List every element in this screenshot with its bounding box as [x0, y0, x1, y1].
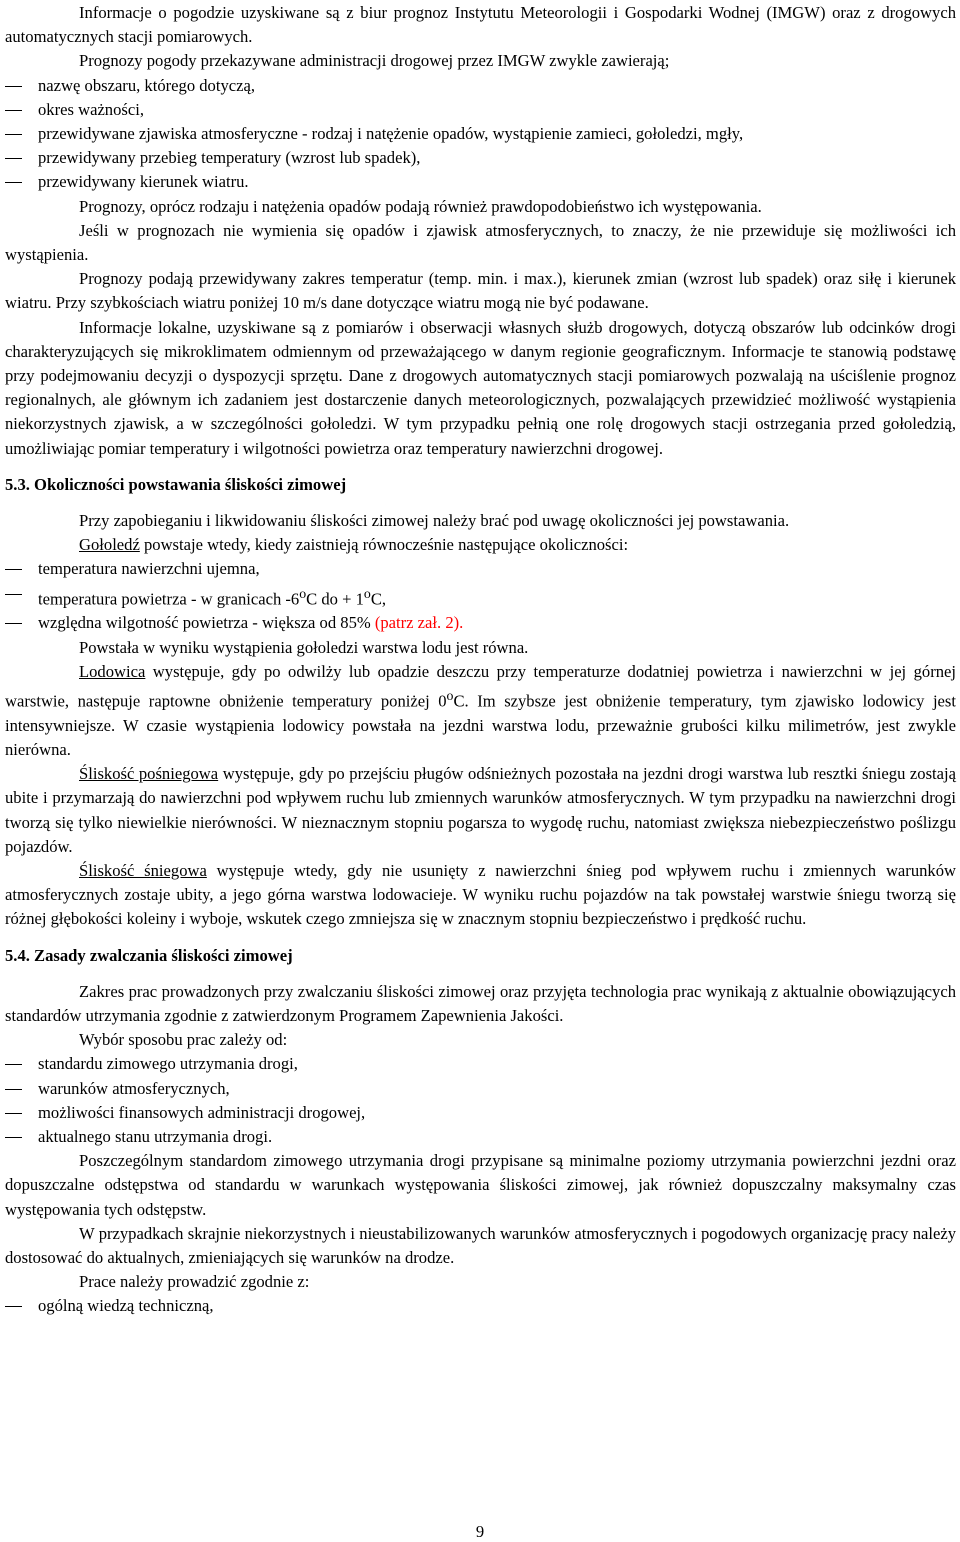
- list-item: aktualnego stanu utrzymania drogi.: [5, 1125, 956, 1149]
- paragraph-weather-sources: Informacje o pogodzie uzyskiwane są z biur prognoz Instytutu Meteorologii i Gospodarki Wodnej (IMGW) oraz z drogowych automatycznych stacji pomiarowych.: [5, 3, 956, 47]
- paragraph-sliskosc-sniegowa: Śliskość śniegowa występuje wtedy, gdy nie usunięty z nawierzchni śnieg pod wpływem ruchu i zmiennych warunków atmosferycznych zostaje ubity, a jego górna warstwa lodowacieje. W wyniku ruchu pojazdów na tak powstałej warstwie śniegu tworzą się różnej głębokości koleiny i wyboje, wskutek czego zmniejsza się w znacznym stopniu bezpieczeństwo i prędkość ruchu.: [5, 860, 956, 929]
- paragraph-lodowica: Lodowica występuje, gdy po odwilży lub opadzie deszczu przy temperaturze dodatniej powietrza i nawierzchni w jej górnej warstwie, następuje raptowne obniżenie temperatury poniżej 0$^o$C. Im szybsze jest obniżenie temperatury, tym zjawisko lodowicy jest intensywniejsze. W czasie wystąpienia lodowicy powstała na jezdni warstwa lodu, przeważnie grubości kilku milimetrów, jest zwykle nierówna.: [5, 661, 956, 759]
- term-lodowica: Lodowica: [79, 661, 146, 681]
- paragraph-work-conduct: Prace należy prowadzić zgodnie z:: [79, 1272, 310, 1292]
- list-item: warunków atmosferycznych,: [5, 1077, 956, 1101]
- list-item: temperatura nawierzchni ujemna,: [5, 557, 956, 581]
- paragraph-prevention-intro: Przy zapobieganiu i likwidowaniu śliskości zimowej należy brać pod uwagę okoliczności jej powstawania.: [79, 511, 790, 531]
- paragraph-method-choice: Wybór sposobu prac zależy od:: [79, 1030, 288, 1050]
- paragraph-local-information: Informacje lokalne, uzyskiwane są z pomiarów i obserwacji własnych służb drogowych, dotyczą obszarów lub odcinków drogi charakteryzujących się mikroklimatem odmiennym od przeważającego w danym regionie geograficznym. Informacje te stanowią podstawę przy podejmowaniu decyzji o dyspozycji sprzętu. Dane z drogowych automatycznych stacji pomiarowych pozwalają na uściślenie prognoz regionalnych, ale głównym ich zadaniem jest dostarczenie danych meteorologicznych, pozwalających przewidzieć możliwość wystąpienia niekorzystnych zjawisk, a w szczególności gołoledzi. W tym przypadku pełnią one rolę drogowych stacji ostrzegania przed gołoledzią, umożliwiając pomiar temperatury i wilgotności powietrza oraz temperatury nawierzchni drogowej.: [5, 317, 956, 458]
- paragraph-extreme-conditions: W przypadkach skrajnie niekorzystnych i nieustabilizowanych warunków atmosferycznych i pogodowych organizację pracy należy dostosować do aktualnych, zmieniających się warunków na drodze.: [5, 1223, 956, 1268]
- list-item: przewidywane zjawiska atmosferyczne - rodzaj i natężenie opadów, wystąpienie zamieci, gołoledzi, mgły,: [5, 122, 956, 146]
- work-rules-list: [5, 1294, 956, 1318]
- paragraph-scope-of-work: Zakres prac prowadzonych przy zwalczaniu śliskości zimowej oraz przyjęta technologia prac wynikają z aktualnie obowiązujących standardów utrzymania zgodnie z zatwierdzonym Programem Zapewnienia Jakości.: [5, 981, 956, 1025]
- list-item: temperatura powietrza - w granicach -6$^o$C do + $1^oC$,: [5, 582, 956, 612]
- list-item: nazwę obszaru, którego dotyczą,: [5, 74, 956, 98]
- list-item: przewidywany kierunek wiatru.: [5, 170, 956, 194]
- paragraph-standards: Poszczególnym standardom zimowego utrzymania drogi przypisane są minimalne poziomy utrzymania powierzchni jezdni oraz dopuszczalne odstępstwa od standardu w warunkach występowania śliskości zimowej, jak również dopuszczalny maksymalny czas występowania tych odstępstw.: [5, 1151, 956, 1219]
- list-item: ogólną wiedzą techniczną,: [5, 1294, 956, 1318]
- paragraph-probability: Prognozy, oprócz rodzaju i natężenia opadów podają również prawdopodobieństwo ich występowania.: [79, 196, 762, 216]
- list-item: względna wilgotność powietrza - większa od 85% (patrz zał. 2).: [5, 611, 956, 635]
- list-item: przewidywany przebieg temperatury (wzrost lub spadek),: [5, 146, 956, 170]
- paragraph-gololedz: Gołoledź powstaje wtedy, kiedy zaistnieją równocześnie następujące okoliczności:: [79, 535, 629, 555]
- section-heading-5-4: 5.4. Zasady zwalczania śliskości zimowej: [5, 945, 293, 965]
- gololedz-conditions-list: [5, 557, 956, 635]
- list-item: możliwości finansowych administracji drogowej,: [5, 1101, 956, 1125]
- paragraph-forecast-contents: Prognozy pogody przekazywane administracji drogowej przez IMGW zwykle zawierają;: [79, 51, 670, 71]
- term-sliskosc-sniegowa: Śliskość śniegowa: [79, 860, 207, 880]
- paragraph-no-precipitation: Jeśli w prognozach nie wymienia się opadów i zjawisk atmosferycznych, to znaczy, że nie przewiduje się możliwości ich wystąpienia.: [5, 220, 956, 265]
- paragraph-ice-layer: Powstała w wyniku wystąpienia gołoledzi warstwa lodu jest równa.: [79, 637, 529, 657]
- forecast-contents-list: [5, 74, 956, 195]
- page-content: [5, 1, 956, 1319]
- page-number: 9: [475, 1522, 485, 1541]
- method-factors-list: [5, 1052, 956, 1149]
- annex-reference-link[interactable]: (patrz zał. 2).: [374, 613, 464, 633]
- list-item: okres ważności,: [5, 98, 956, 122]
- list-item: standardu zimowego utrzymania drogi,: [5, 1052, 956, 1076]
- section-heading-5-3: 5.3. Okoliczności powstawania śliskości zimowej: [5, 474, 347, 494]
- term-sliskosc-posniegowa: Śliskość pośniegowa: [79, 764, 219, 784]
- paragraph-temperature-wind: Prognozy podają przewidywany zakres temperatur (temp. min. i max.), kierunek zmian (wzrost lub spadek) oraz siłę i kierunek wiatru. Przy szybkościach wiatru poniżej 10 m/s dane dotyczące wiatru mogą nie być podawane.: [5, 269, 956, 313]
- paragraph-sliskosc-posniegowa: Śliskość pośniegowa występuje, gdy po przejściu pługów odśnieżnych pozostała na jezdni drogi warstwa lub resztki śniegu zostają ubite i przymarzają do nawierzchni pod wpływem ruchu lub zmiennych warunków atmosferycznych. W tym przypadku na nawierzchni drogi tworzą się tylko niewielkie nierówności. W nieznacznym stopniu pogarsza to wygodę ruchu, natomiast zwiększa niebezpieczeństwo poślizgu pojazdów.: [5, 764, 956, 856]
- term-gololedz: Gołoledź: [79, 535, 140, 555]
